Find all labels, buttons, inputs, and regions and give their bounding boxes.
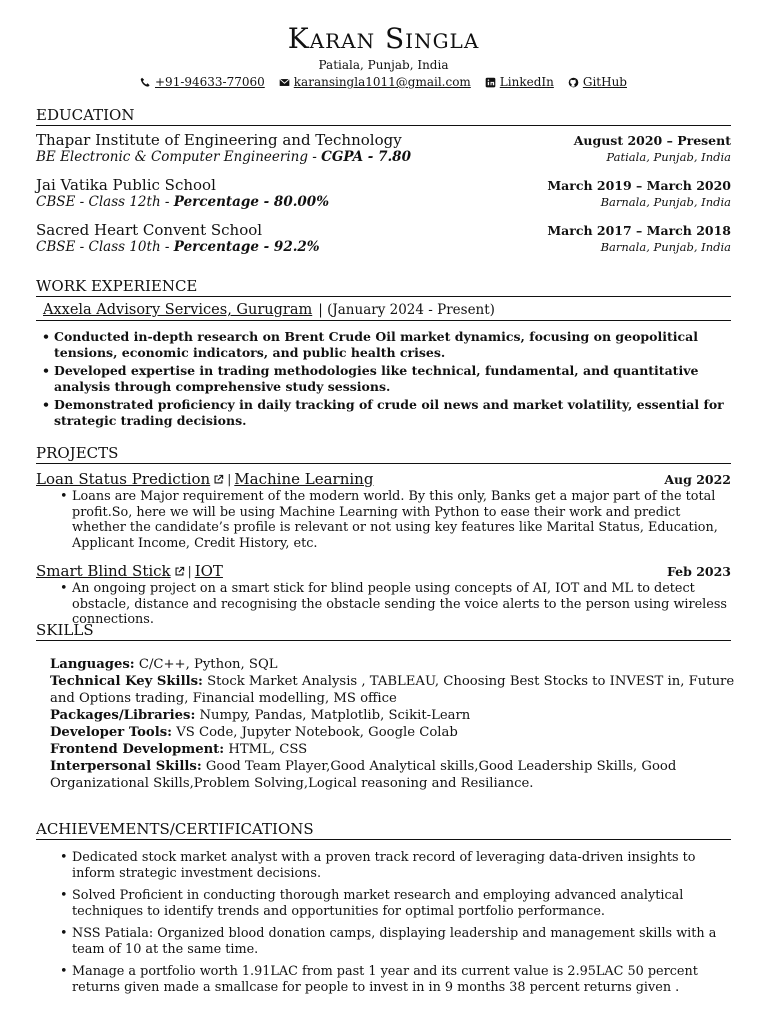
education-location: Barnala, Punjab, India xyxy=(600,195,731,209)
skills-section xyxy=(36,621,731,641)
skill-row: Languages: C/C++, Python, SQL xyxy=(50,657,278,672)
list-item: • An ongoing project on a smart stick for blind people using concepts of AI, IOT and ML to detect obstacle, distance and recognising the obstacle sending the voice alerts to the person using wireless connections. xyxy=(36,581,731,628)
institution-name: Thapar Institute of Engineering and Technology xyxy=(36,131,402,149)
education-date: March 2017 – March 2018 xyxy=(547,223,731,238)
contact-bar xyxy=(36,74,731,91)
section-heading-projects: PROJECTS xyxy=(36,444,731,464)
external-link-icon[interactable] xyxy=(213,474,224,485)
work-section xyxy=(36,277,731,297)
list-item: • Solved Proficient in conducting thorough market research and employing advanced analytical techniques to identify trends and opportunities for optimal portfolio performance. xyxy=(36,888,731,919)
education-date: March 2019 – March 2020 xyxy=(547,178,731,193)
external-link-icon[interactable] xyxy=(174,566,185,577)
company-name: Axxela Advisory Services, Gurugram xyxy=(43,302,313,318)
score: CGPA - 7.80 xyxy=(321,149,411,165)
project-bullets xyxy=(36,489,731,551)
projects-section xyxy=(36,444,731,464)
education-date: August 2020 – Present xyxy=(573,133,731,148)
skill-row: Developer Tools: VS Code, Jupyter Notebook, Google Colab xyxy=(50,725,458,740)
work-bullets xyxy=(36,329,731,428)
skills-list xyxy=(36,656,745,792)
skill-row: Interpersonal Skills: Good Team Player,Good Analytical skills,Good Leadership Skills, Good Organizational Skills,Problem Solving,Logical reasoning and Resiliance. xyxy=(50,759,677,791)
education-section xyxy=(36,106,731,126)
achievements-section xyxy=(36,820,731,840)
linkedin-icon xyxy=(485,77,496,88)
skill-row: Frontend Development: HTML, CSS xyxy=(50,742,308,757)
project-title[interactable] xyxy=(36,470,373,488)
project-entry xyxy=(36,470,731,551)
institution-name: Sacred Heart Convent School xyxy=(36,221,263,239)
degree-line: BE Electronic & Computer Engineering - CGPA - 7.80 xyxy=(36,149,411,165)
score: Percentage - 92.2% xyxy=(173,239,320,255)
project-date: Feb 2023 xyxy=(666,564,731,579)
list-item: • Loans are Major requirement of the modern world. By this only, Banks get a major part of the total profit.So, here we will be using Machine Learning with Python to ease their work and predict whether the candidate’s profile is relevant or not using key features like Marital Status, Education, Applicant Income, Credit History, etc. xyxy=(36,489,731,551)
candidate-name: Karan Singla xyxy=(287,22,480,55)
section-heading-skills: SKILLS xyxy=(36,621,731,641)
candidate-location: Patiala, Punjab, India xyxy=(318,58,449,72)
work-dates: | (January 2024 - Present) xyxy=(318,302,495,318)
list-item: • Conducted in-depth research on Brent Crude Oil market dynamics, focusing on geopolitical tensions, economic indicators, and public health crises. xyxy=(36,329,731,360)
phone-link[interactable]: +91-94633-77060 xyxy=(155,75,265,89)
section-heading-achievements: ACHIEVEMENTS/CERTIFICATIONS xyxy=(36,820,731,840)
institution-name: Jai Vatika Public School xyxy=(36,176,216,194)
separator: | xyxy=(227,472,232,486)
contact-email[interactable] xyxy=(279,74,471,91)
degree-line: CBSE - Class 12th - Percentage - 80.00% xyxy=(36,194,330,210)
education-location: Barnala, Punjab, India xyxy=(600,240,731,254)
list-item: • Dedicated stock market analyst with a proven track record of leveraging data-driven insights to inform strategic investment decisions. xyxy=(36,850,731,881)
resume-page xyxy=(36,22,735,995)
skill-row: Technical Key Skills: Stock Market Analysis , TABLEAU, Choosing Best Stocks to INVEST in, Future and Options trading, Financial modelling, MS office xyxy=(50,674,735,706)
work-entry xyxy=(36,302,731,431)
project-category: Machine Learning xyxy=(234,470,374,488)
degree-line: CBSE - Class 10th - Percentage - 92.2% xyxy=(36,239,320,255)
project-date: Aug 2022 xyxy=(664,472,731,487)
section-heading-work: WORK EXPERIENCE xyxy=(36,277,731,297)
list-item: • Developed expertise in trading methodologies like technical, fundamental, and quantitative analysis through comprehensive study sessions. xyxy=(36,363,731,394)
contact-phone[interactable] xyxy=(140,74,265,91)
achievements-list xyxy=(36,850,731,1002)
project-name[interactable]: Smart Blind Stick xyxy=(36,562,171,580)
education-entry xyxy=(36,221,731,256)
list-item: • Demonstrated proficiency in daily tracking of crude oil news and market volatility, essential for strategic trading decisions. xyxy=(36,397,731,428)
list-item: • Manage a portfolio worth 1.91LAC from past 1 year and its current value is 2.95LAC 50 percent returns given made a smallcase for people to invest in in 9 months 38 percent returns given . xyxy=(36,964,731,995)
email-link[interactable]: karansingla1011@gmail.com xyxy=(293,75,471,89)
list-item: • NSS Patiala: Organized blood donation camps, displaying leadership and management skills with a team of 10 at the same time. xyxy=(36,926,731,957)
project-category: IOT xyxy=(194,562,223,580)
education-entry xyxy=(36,131,731,166)
education-entry xyxy=(36,176,731,211)
linkedin-link[interactable]: LinkedIn xyxy=(499,75,554,89)
score: Percentage - 80.00% xyxy=(173,194,330,210)
contact-linkedin[interactable] xyxy=(485,74,554,91)
separator: | xyxy=(187,564,192,578)
contact-github[interactable] xyxy=(568,74,627,91)
github-link[interactable]: GitHub xyxy=(582,75,627,89)
education-location: Patiala, Punjab, India xyxy=(606,150,731,164)
email-icon xyxy=(279,77,290,88)
project-entry xyxy=(36,562,731,628)
resume-header xyxy=(36,22,731,91)
project-name[interactable]: Loan Status Prediction xyxy=(36,470,211,488)
skill-row: Packages/Libraries: Numpy, Pandas, Matplotlib, Scikit-Learn xyxy=(50,708,471,723)
section-heading-education: EDUCATION xyxy=(36,106,731,126)
phone-icon xyxy=(140,77,151,88)
project-title[interactable] xyxy=(36,562,223,580)
github-icon xyxy=(568,77,579,88)
